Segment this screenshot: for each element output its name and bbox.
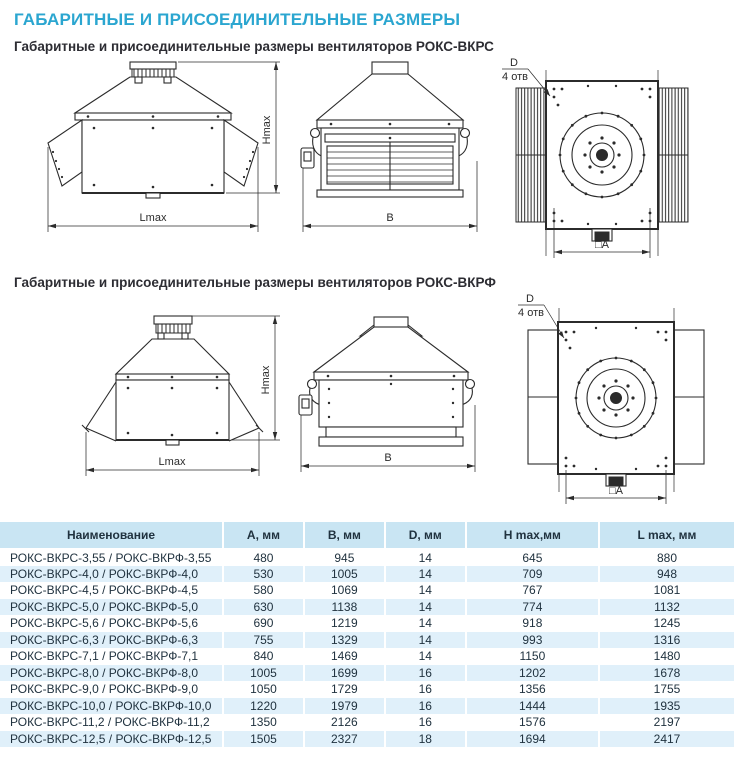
vkrf-front-view-drawing bbox=[8, 292, 288, 512]
dimension-value-cell: 16 bbox=[385, 681, 466, 698]
vkrs-hmax-label: Hmax bbox=[261, 115, 273, 145]
model-name-cell: РОКС-ВКРС-7,1 / РОКС-ВКРФ-7,1 bbox=[0, 648, 223, 665]
dimension-value-cell: 2126 bbox=[304, 714, 385, 731]
dimension-value-cell: 1219 bbox=[304, 615, 385, 632]
dimension-value-cell: 2327 bbox=[304, 731, 385, 748]
vkrs-lmax-label: Lmax bbox=[139, 212, 167, 224]
table-row bbox=[0, 615, 734, 632]
dimension-value-cell: 1469 bbox=[304, 648, 385, 665]
table-row bbox=[0, 665, 734, 682]
table-row bbox=[0, 714, 734, 731]
dimension-value-cell: 993 bbox=[466, 632, 599, 649]
dimension-value-cell: 840 bbox=[223, 648, 304, 665]
vkrf-top-view-drawing bbox=[488, 292, 732, 512]
vkrf-holes-label: 4 отв bbox=[518, 307, 544, 319]
table-row bbox=[0, 648, 734, 665]
dimensions-table-header bbox=[0, 522, 734, 549]
dimension-value-cell: 1081 bbox=[653, 583, 681, 598]
dimension-value-cell: 14 bbox=[385, 599, 466, 616]
vkrs-holes-label: 4 отв bbox=[502, 71, 528, 83]
table-row bbox=[0, 731, 734, 748]
dimension-value-cell: 1202 bbox=[466, 665, 599, 682]
dimension-value-cell: 1050 bbox=[223, 681, 304, 698]
vkrs-front-view-drawing bbox=[8, 56, 288, 266]
dimension-value-cell: 774 bbox=[466, 599, 599, 616]
dimension-value-cell: 1444 bbox=[466, 698, 599, 715]
column-header-hmax: Н max,мм bbox=[466, 522, 599, 549]
dimension-value-cell: 580 bbox=[223, 582, 304, 599]
dimension-value-cell: 1480 bbox=[653, 649, 681, 664]
dimension-value-cell: 480 bbox=[223, 549, 304, 566]
dimension-value-cell: 1935 bbox=[599, 698, 734, 715]
dimension-value-cell: 1329 bbox=[304, 632, 385, 649]
dimension-value-cell: 16 bbox=[385, 714, 466, 731]
catalog-page bbox=[0, 10, 734, 747]
dimension-value-cell: 1069 bbox=[304, 582, 385, 599]
dimension-value-cell: 16 bbox=[385, 698, 466, 715]
dimension-value-cell: 1005 bbox=[223, 665, 304, 682]
dimension-value-cell: 1699 bbox=[304, 665, 385, 682]
dimension-value-cell: 14 bbox=[385, 566, 466, 583]
table-row bbox=[0, 566, 734, 583]
table-row bbox=[0, 681, 734, 698]
dimension-value-cell: 1356 bbox=[466, 681, 599, 698]
dimension-value-cell: 1220 bbox=[223, 698, 304, 715]
vkrs-b-label: B bbox=[386, 212, 394, 224]
dimension-value-cell: 1150 bbox=[466, 648, 599, 665]
table-row bbox=[0, 599, 734, 616]
section-subtitle-vkrf: Габаритные и присоединительные размеры вентиляторов РОКС-ВКРФ bbox=[14, 275, 496, 290]
dimension-value-cell: 1576 bbox=[466, 714, 599, 731]
vkrf-drawings-row bbox=[0, 292, 734, 512]
dimension-value-cell: 1350 bbox=[223, 714, 304, 731]
dimension-value-cell: 1132 bbox=[599, 599, 734, 616]
dimension-value-cell: 755 bbox=[223, 632, 304, 649]
dimension-value-cell: 918 bbox=[466, 615, 599, 632]
column-header-b: В, мм bbox=[304, 522, 385, 549]
column-header-lmax: L max, мм bbox=[599, 522, 734, 549]
dimension-value-cell: 18 bbox=[385, 731, 466, 748]
model-name-cell: РОКС-ВКРС-3,55 / РОКС-ВКРФ-3,55 bbox=[0, 549, 223, 566]
dimension-value-cell: 14 bbox=[385, 549, 466, 566]
vkrf-d-label: D bbox=[526, 293, 534, 305]
dimension-value-cell: 1979 bbox=[304, 698, 385, 715]
dimension-value-cell: 1505 bbox=[223, 731, 304, 748]
dimension-value-cell: 14 bbox=[385, 632, 466, 649]
vkrf-hmax-label: Hmax bbox=[260, 365, 272, 395]
model-name-cell: РОКС-ВКРС-8,0 / РОКС-ВКРФ-8,0 bbox=[0, 665, 223, 682]
model-name-cell: РОКС-ВКРС-11,2 / РОКС-ВКРФ-11,2 bbox=[0, 714, 223, 731]
section-subtitle-vkrs: Габаритные и присоединительные размеры вентиляторов РОКС-ВКРС bbox=[14, 39, 494, 54]
dimension-value-cell: 1755 bbox=[653, 682, 681, 697]
vkrs-top-view-drawing bbox=[488, 56, 732, 266]
model-name-cell: РОКС-ВКРС-9,0 / РОКС-ВКРФ-9,0 bbox=[0, 681, 223, 698]
dimension-value-cell: 630 bbox=[223, 599, 304, 616]
vkrf-lmax-label: Lmax bbox=[158, 456, 186, 468]
dimension-value-cell: 1138 bbox=[304, 599, 385, 616]
dimension-value-cell: 530 bbox=[223, 566, 304, 583]
dimension-value-cell: 1245 bbox=[653, 616, 681, 631]
dimensions-table bbox=[0, 522, 734, 747]
vkrf-side-view-drawing bbox=[288, 292, 488, 512]
dimension-value-cell: 945 bbox=[304, 549, 385, 566]
dimension-value-cell: 645 bbox=[466, 549, 599, 566]
dimension-value-cell: 2197 bbox=[653, 715, 681, 730]
table-row bbox=[0, 582, 734, 599]
model-name-cell: РОКС-ВКРС-6,3 / РОКС-ВКРФ-6,3 bbox=[0, 632, 223, 649]
dimension-value-cell: 767 bbox=[466, 582, 599, 599]
dimension-value-cell: 14 bbox=[385, 648, 466, 665]
vkrs-d-label: D bbox=[510, 57, 518, 69]
model-name-cell: РОКС-ВКРС-4,0 / РОКС-ВКРФ-4,0 bbox=[0, 566, 223, 583]
dimension-value-cell: 1694 bbox=[466, 731, 599, 748]
dimension-value-cell: 1678 bbox=[599, 665, 734, 682]
model-name-cell: РОКС-ВКРС-4,5 / РОКС-ВКРФ-4,5 bbox=[0, 582, 223, 599]
dimension-value-cell: 2417 bbox=[599, 731, 734, 748]
vkrs-side-view-drawing bbox=[288, 56, 488, 266]
model-name-cell: РОКС-ВКРС-12,5 / РОКС-ВКРФ-12,5 bbox=[0, 731, 223, 748]
vkrs-a-label: □A bbox=[595, 239, 609, 251]
model-name-cell: РОКС-ВКРС-5,6 / РОКС-ВКРФ-5,6 bbox=[0, 615, 223, 632]
table-row bbox=[0, 549, 734, 566]
model-name-cell: РОКС-ВКРС-5,0 / РОКС-ВКРФ-5,0 bbox=[0, 599, 223, 616]
table-row bbox=[0, 698, 734, 715]
column-header-a: А, мм bbox=[223, 522, 304, 549]
vkrs-drawings-row bbox=[0, 56, 734, 266]
dimension-value-cell: 709 bbox=[466, 566, 599, 583]
dimension-value-cell: 16 bbox=[385, 665, 466, 682]
column-header-d: D, мм bbox=[385, 522, 466, 549]
column-header-name: Наименование bbox=[0, 522, 223, 549]
dimension-value-cell: 880 bbox=[656, 550, 678, 565]
dimension-value-cell: 1005 bbox=[304, 566, 385, 583]
model-name-cell: РОКС-ВКРС-10,0 / РОКС-ВКРФ-10,0 bbox=[0, 698, 223, 715]
dimension-value-cell: 1316 bbox=[599, 632, 734, 649]
vkrf-b-label: B bbox=[384, 452, 392, 464]
dimension-value-cell: 1729 bbox=[304, 681, 385, 698]
table-row bbox=[0, 632, 734, 649]
dimension-value-cell: 690 bbox=[223, 615, 304, 632]
dimension-value-cell: 14 bbox=[385, 615, 466, 632]
page-title: ГАБАРИТНЫЕ И ПРИСОЕДИНИТЕЛЬНЫЕ РАЗМЕРЫ bbox=[14, 10, 461, 29]
vkrf-a-label: □A bbox=[609, 485, 623, 497]
dimension-value-cell: 14 bbox=[385, 582, 466, 599]
dimension-value-cell: 948 bbox=[599, 566, 734, 583]
